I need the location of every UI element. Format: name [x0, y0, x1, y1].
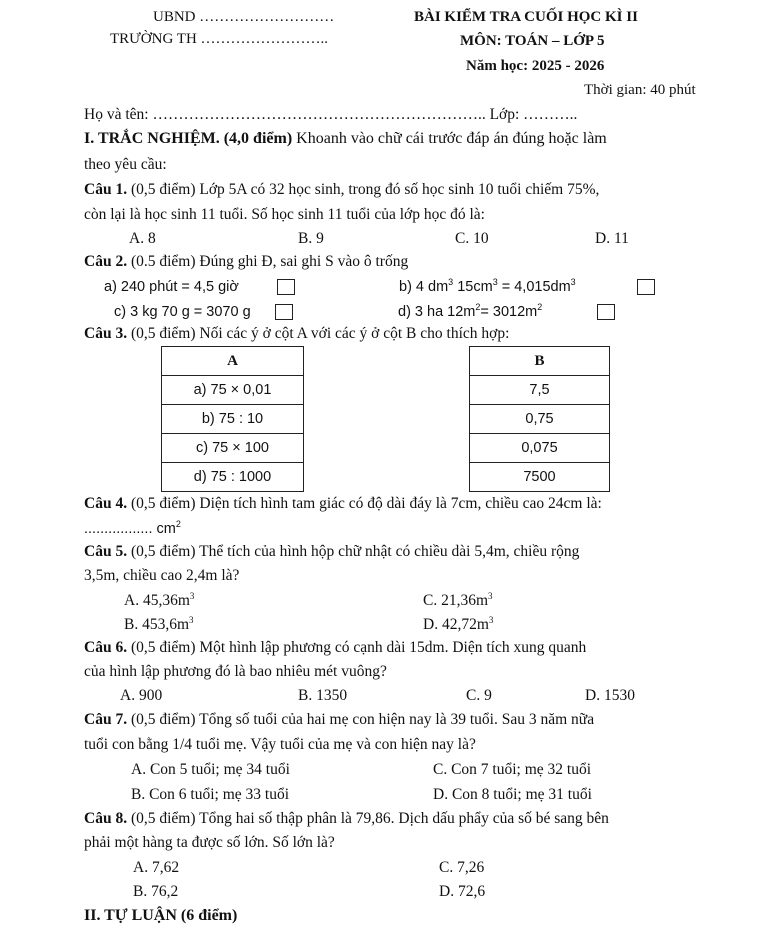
- q6-option-c[interactable]: C. 9: [466, 687, 492, 704]
- question-1-cont: còn lại là học sinh 11 tuổi. Số học sinh 11 tuổi của lớp học đó là:: [84, 206, 485, 223]
- question-5-cont: 3,5m, chiều cao 2,4m là?: [84, 567, 240, 584]
- question-6: Câu 6. (0,5 điểm) Một hình lập phương có cạnh dài 15dm. Diện tích xung quanh: [84, 639, 587, 656]
- school-line: TRƯỜNG TH ……………………..: [110, 31, 329, 47]
- column-a-header: A: [162, 347, 304, 376]
- question-3: Câu 3. (0,5 điểm) Nối các ý ở cột A với các ý ở cột B cho thích hợp:: [84, 325, 510, 342]
- matching-column-a: [161, 346, 304, 492]
- question-5: Câu 5. (0,5 điểm) Thể tích của hình hộp chữ nhật có chiều dài 5,4m, chiều rộng: [84, 543, 580, 560]
- part1-intro-cont: theo yêu cầu:: [84, 156, 167, 173]
- q2-answer-box-d[interactable]: [597, 304, 615, 320]
- q1-option-d[interactable]: D. 11: [595, 230, 629, 247]
- column-a-item[interactable]: d) 75 : 1000: [162, 463, 304, 492]
- q5-option-a[interactable]: A. $45,36m^3$: [124, 590, 195, 609]
- exam-title: BÀI KIỂM TRA CUỐI HỌC KÌ II: [414, 9, 638, 25]
- exam-subject: MÔN: TOÁN – LỚP 5: [460, 33, 605, 49]
- q2-answer-box-a[interactable]: [277, 279, 295, 295]
- q2-statement-a: a) 240 phút = 4,5 giờ: [104, 279, 239, 295]
- q7-option-c[interactable]: C. Con 7 tuổi; mẹ 32 tuổi: [433, 761, 592, 778]
- question-1: Câu 1. (0,5 điểm) Lớp 5A có 32 học sinh, trong đó số học sinh 10 tuổi chiếm 75%,: [84, 181, 600, 198]
- question-4: Câu 4. (0,5 điểm) Diện tích hình tam giác có độ dài đáy là 7cm, chiều cao 24cm là:: [84, 495, 602, 512]
- q1-option-c[interactable]: C. 10: [455, 230, 489, 247]
- q8-option-d[interactable]: D. 72,6: [439, 883, 486, 900]
- part2-heading: II. TỰ LUẬN (6 điểm): [84, 907, 238, 924]
- question-7-cont: tuổi con bằng 1/4 tuổi mẹ. Vậy tuổi của mẹ và con hiện nay là?: [84, 736, 476, 753]
- matching-column-b: [469, 346, 610, 492]
- q6-option-a[interactable]: A. 900: [120, 687, 163, 704]
- q2-statement-d: d) 3 ha $12m^2= 3012m^2$: [398, 302, 543, 320]
- column-b-item[interactable]: 7500: [470, 463, 610, 492]
- school-year: Năm học: 2025 - 2026: [466, 58, 605, 74]
- q2-answer-box-c[interactable]: [275, 304, 293, 320]
- exam-time: Thời gian: 40 phút: [584, 82, 696, 98]
- question-7: Câu 7. (0,5 điểm) Tổng số tuổi của hai mẹ con hiện nay là 39 tuổi. Sau 3 năm nữa: [84, 711, 595, 728]
- part1-intro: I. TRẮC NGHIỆM. (4,0 điểm) Khoanh vào chữ cái trước đáp án đúng hoặc làm: [84, 130, 607, 147]
- q1-option-b[interactable]: B. 9: [298, 230, 324, 247]
- q2-answer-box-b[interactable]: [637, 279, 655, 295]
- q6-option-b[interactable]: B. 1350: [298, 687, 348, 704]
- column-a-item[interactable]: b) 75 : 10: [162, 405, 304, 434]
- q5-option-d[interactable]: D. $42,72m^3$: [423, 614, 494, 633]
- q7-option-a[interactable]: A. Con 5 tuổi; mẹ 34 tuổi: [131, 761, 290, 778]
- column-a-item[interactable]: a) 75 × 0,01: [162, 376, 304, 405]
- column-b-item[interactable]: 0,075: [470, 434, 610, 463]
- q7-option-d[interactable]: D. Con 8 tuổi; mẹ 31 tuổi: [433, 786, 592, 803]
- q1-option-a[interactable]: A. 8: [129, 230, 156, 247]
- q8-option-c[interactable]: C. 7,26: [439, 859, 485, 876]
- column-a-item[interactable]: c) 75 × 100: [162, 434, 304, 463]
- q2-statement-b: b) 4 $dm^3$ $15cm^3 = 4,015dm^3$: [399, 277, 576, 295]
- q8-option-a[interactable]: A. 7,62: [133, 859, 180, 876]
- q5-option-b[interactable]: B. $453,6m^3$: [124, 614, 194, 633]
- column-b-header: B: [470, 347, 610, 376]
- question-6-cont: của hình lập phương đó là bao nhiêu mét vuông?: [84, 663, 387, 680]
- q4-answer-line[interactable]: ................. $cm^2$: [84, 519, 181, 537]
- q6-option-d[interactable]: D. 1530: [585, 687, 635, 704]
- q5-option-c[interactable]: C. $21,36m^3$: [423, 590, 493, 609]
- column-b-item[interactable]: 7,5: [470, 376, 610, 405]
- part1-heading: I. TRẮC NGHIỆM. (4,0 điểm): [84, 130, 293, 147]
- q8-option-b[interactable]: B. 76,2: [133, 883, 179, 900]
- q7-option-b[interactable]: B. Con 6 tuổi; mẹ 33 tuổi: [131, 786, 290, 803]
- student-name-line: Họ và tên: ……………………………………………………….. Lớp: ………..: [84, 106, 578, 123]
- question-8: Câu 8. (0,5 điểm) Tổng hai số thập phân là 79,86. Dịch dấu phẩy của số bé sang bên: [84, 810, 609, 827]
- question-8-cont: phải một hàng ta được số lớn. Số lớn là?: [84, 834, 335, 851]
- district-line: UBND ………………………: [153, 9, 335, 25]
- question-2: Câu 2. (0.5 điểm) Đúng ghi Đ, sai ghi S vào ô trống: [84, 253, 409, 270]
- column-b-item[interactable]: 0,75: [470, 405, 610, 434]
- q2-statement-c: c) 3 kg 70 g = 3070 g: [114, 304, 251, 320]
